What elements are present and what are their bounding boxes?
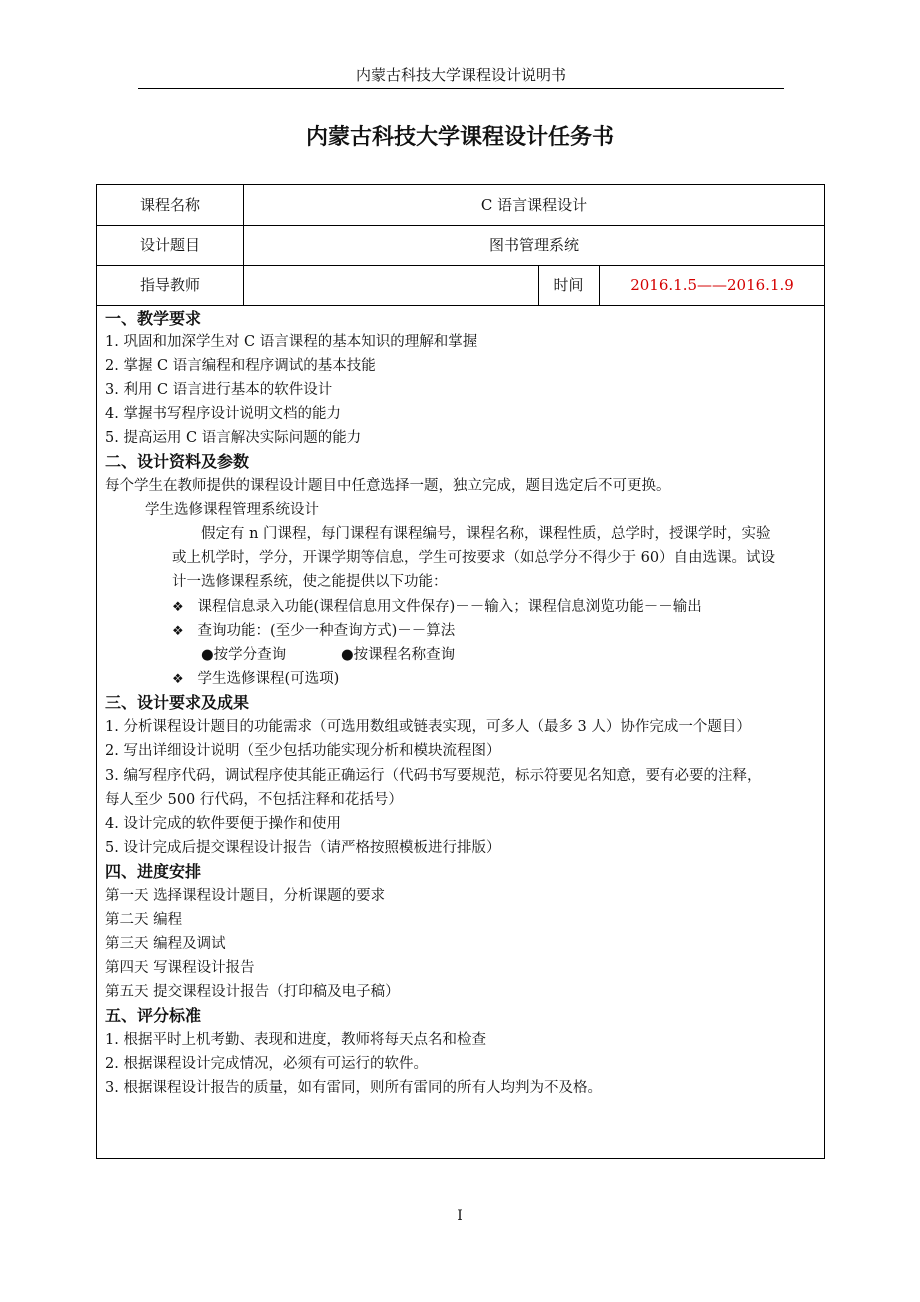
dot-bullet-icon: ●: [201, 647, 214, 663]
time-label: 时间: [553, 276, 584, 294]
list-item: 第五天 提交课程设计报告（打印稿及电子稿）: [105, 984, 400, 1000]
bullet-item: [172, 620, 455, 643]
list-item: 3. 根据课程设计报告的质量，如有雷同，则所有雷同的所有人均判为不及格。: [105, 1080, 602, 1096]
topic-row: [97, 225, 824, 266]
bullet-text: 查询功能：(至少一种查询方式)－－算法: [197, 623, 456, 639]
section-materials-title: 二、设计资料及参数: [105, 452, 250, 471]
course-name-label: 课程名称: [139, 196, 200, 214]
course-name-value: C 语言课程设计: [480, 196, 588, 214]
paragraph-line: 假定有 n 门课程，每门课程有课程编号，课程名称，课程性质，总学时，授课学时，实验: [201, 526, 771, 542]
list-item: 4. 掌握书写程序设计说明文档的能力: [105, 406, 341, 422]
sub-bullet-item: [201, 644, 286, 666]
list-item: 2. 掌握 C 语言编程和程序调试的基本技能: [105, 358, 376, 374]
running-header: 内蒙古科技大学课程设计说明书: [138, 64, 784, 89]
section-grading-title: 五、评分标准: [105, 1006, 202, 1025]
subtitle-text: 学生选修课程管理系统设计: [145, 502, 319, 518]
dot-bullet-icon: ●: [341, 647, 354, 663]
list-item: 1. 分析课程设计题目的功能需求（可选用数组或链表实现，可多人（最多 3 人）协作完成一个题目）: [105, 719, 751, 735]
list-item: 3. 利用 C 语言进行基本的软件设计: [105, 382, 333, 398]
list-item: 5. 提高运用 C 语言解决实际问题的能力: [105, 430, 362, 446]
teacher-label: 指导教师: [139, 276, 200, 294]
topic-value: 图书管理系统: [488, 236, 579, 254]
list-item: 2. 根据课程设计完成情况，必须有可运行的软件。: [105, 1056, 428, 1072]
list-item: 5. 设计完成后提交课程设计报告（请严格按照模板进行排版）: [105, 840, 501, 856]
sub-bullet-item: [341, 644, 455, 666]
course-name-row: [97, 185, 824, 226]
list-item: 1. 根据平时上机考勤、表现和进度，教师将每天点名和检查: [105, 1032, 486, 1048]
list-item: 第一天 选择课程设计题目，分析课题的要求: [105, 888, 386, 904]
teacher-time-row: [97, 265, 824, 306]
sub-bullet-text: 按学分查询: [213, 647, 287, 663]
topic-label: 设计题目: [139, 236, 200, 254]
section-teaching-title: 一、教学要求: [105, 309, 202, 328]
time-value: 2016.1.5——2016.1.9: [630, 276, 794, 294]
task-form-table: [96, 184, 825, 1159]
diamond-bullet-icon: ❖: [172, 672, 184, 687]
list-item: 2. 写出详细设计说明（至少包括功能实现分析和模块流程图）: [105, 743, 501, 759]
paragraph-line: 计一选修课程系统，使之能提供以下功能：: [172, 574, 448, 590]
list-item: 3. 编写程序代码，调试程序使其能正确运行（代码书写要规范，标示符要见名知意，要有必要的注释，: [105, 768, 762, 784]
bullet-item: [172, 596, 702, 619]
sub-bullet-text: 按课程名称查询: [353, 647, 456, 663]
diamond-bullet-icon: ❖: [172, 600, 184, 615]
teacher-value: [244, 265, 537, 305]
intro-text: 每个学生在教师提供的课程设计题目中任意选择一题，独立完成，题目选定后不可更换。: [105, 478, 671, 494]
paragraph-line: 或上机学时，学分，开课学期等信息，学生可按要求（如总学分不得少于 60）自由选课。试设: [172, 550, 776, 566]
section-design-title: 三、设计要求及成果: [105, 693, 250, 712]
bullet-item: [172, 668, 339, 691]
list-item: 4. 设计完成的软件要便于操作和使用: [105, 816, 341, 832]
list-item: 1. 巩固和加深学生对 C 语言课程的基本知识的理解和掌握: [105, 334, 478, 350]
document-title: 内蒙古科技大学课程设计任务书: [305, 125, 614, 150]
bullet-text: 课程信息录入功能(课程信息用文件保存)－－输入；课程信息浏览功能－－输出: [197, 599, 702, 615]
page-number: I: [457, 1208, 463, 1224]
list-item: 第二天 编程: [105, 912, 183, 928]
list-item: 每人至少 500 行代码，不包括注释和花括号）: [105, 792, 403, 808]
section-schedule-title: 四、进度安排: [105, 862, 202, 881]
diamond-bullet-icon: ❖: [172, 624, 184, 639]
bullet-text: 学生选修课程(可选项): [197, 671, 340, 687]
list-item: 第三天 编程及调试: [105, 936, 226, 952]
list-item: 第四天 写课程设计报告: [105, 960, 255, 976]
